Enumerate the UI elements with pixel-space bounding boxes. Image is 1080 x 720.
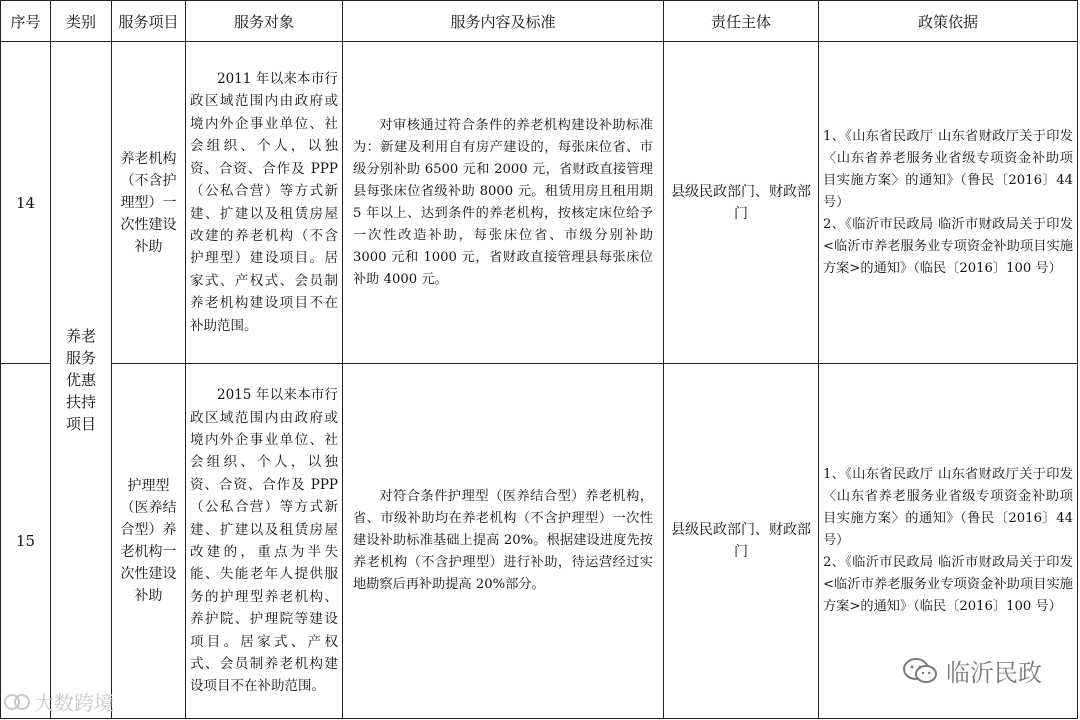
row-responsible: 县级民政部门、财政部门 [664,364,819,719]
policy-item: 2、《临沂市民政局 临沂市财政局关于印发<临沂市养老服务业专项资金补助项目实施方案>的通知》（临民〔2016〕100 号） [823,216,1073,276]
watermark-logo-icon [4,691,30,713]
row-service-target: 2015 年以来本市行政区域范围内由政府或境内外企事业单位、社会组织、个人，以独资、合资、合作及 PPP（公私合营）等方式新建、扩建以及租赁房屋改建的，重点为半失能、失能老年人提供服务的护理型养老机构、养护院、护理院等建设项目。居家式、产权式、会员制养老机构建设项目不在补助范围。 [186,364,343,719]
header-responsible: 责任主体 [664,1,819,42]
header-row [1,1,1078,42]
watermark-right [902,653,1042,688]
row-responsible: 县级民政部门、财政部门 [664,42,819,364]
policy-item: 1、《山东省民政厅 山东省财政厅关于印发〈山东省养老服务业省级专项资金补助项目实施方案〉的通知》（鲁民〔2016〕44 号） [823,128,1073,210]
row-policy-basis [819,42,1078,364]
header-category: 类别 [51,1,112,42]
row-service-item: 护理型（医养结合型）养老机构一次性建设补助 [112,364,186,719]
row-service-item: 养老机构（不含护理型）一次性建设补助 [112,42,186,364]
table-row [1,42,1078,364]
watermark-left [4,687,114,716]
watermark-left-text: 大数跨境 [34,691,114,715]
header-content-standard: 服务内容及标准 [343,1,664,42]
header-policy-basis: 政策依据 [819,1,1078,42]
wechat-icon [902,657,938,685]
watermark-right-text: 临沂民政 [946,659,1042,687]
row-content-standard: 对审核通过符合条件的养老机构建设补助标准为：新建及利用自有房产建设的，每张床位省、市级分别补助 6500 元和 2000 元，省财政直接管理县每张床位省级补助 8000 元。租赁用房且租用期 5 年以上、达到条件的养老机构，按核定床位给予一次性改造补助，每张床位省、市级分别补助 3000 元和 1000 元，省财政直接管理县每张床位补助 4000 元。 [343,42,664,364]
category-label: 养老服务优惠扶持项目 [65,327,96,433]
header-seq: 序号 [1,1,51,42]
row-content-standard: 对符合条件护理型（医养结合型）养老机构，省、市级补助均在养老机构（不含护理型）一次性建设补助标准基础上提高 20%。根据建设进度先按养老机构（不含护理型）进行补助，待运营经过实地勘察后再补助提高 20%部分。 [343,364,664,719]
header-service-target: 服务对象 [186,1,343,42]
row-service-target: 2011 年以来本市行政区域范围内由政府或境内外企事业单位、社会组织、个人，以独资、合资、合作及 PPP（公私合营）等方式新建、扩建以及租赁房屋改建的养老机构（不含护理型）建设项目。居家式、产权式、会员制养老机构建设项目不在补助范围。 [186,42,343,364]
header-service-item: 服务项目 [112,1,186,42]
category-cell [51,42,112,719]
row-seq: 15 [1,364,51,719]
policy-item: 2、《临沂市民政局 临沂市财政局关于印发<临沂市养老服务业专项资金补助项目实施方案>的通知》（临民〔2016〕100 号） [823,555,1073,614]
row-seq: 14 [1,42,51,364]
policy-item: 1、《山东省民政厅 山东省财政厅关于印发〈山东省养老服务业省级专项资金补助项目实施方案〉的通知》（鲁民〔2016〕44 号） [823,467,1073,548]
